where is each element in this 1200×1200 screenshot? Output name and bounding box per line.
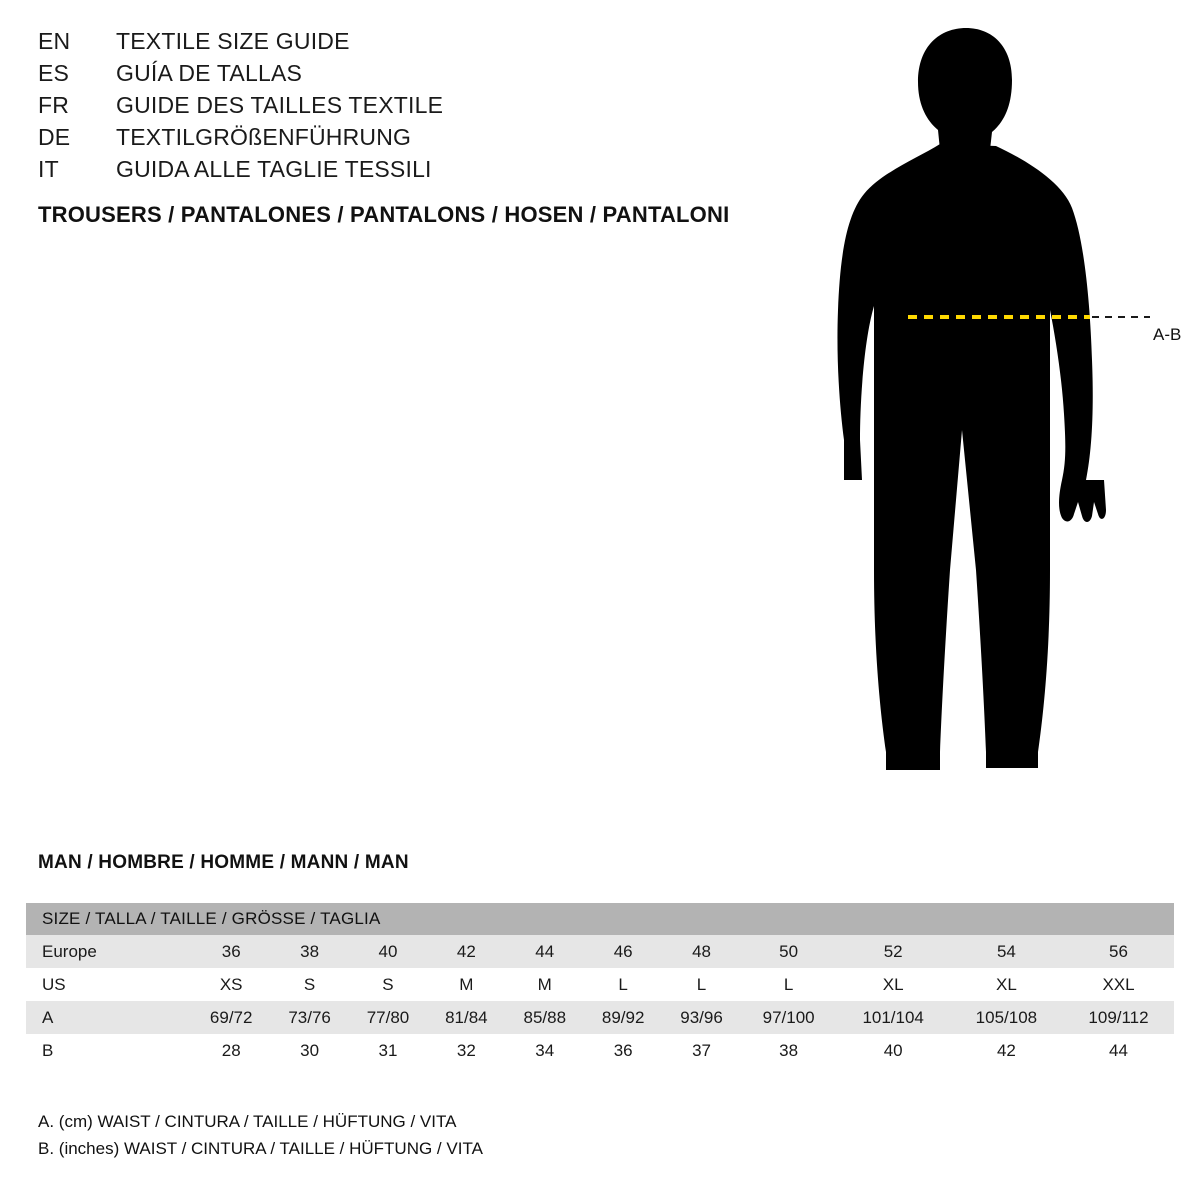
cell: XS (192, 968, 270, 1001)
cell: 89/92 (584, 1001, 662, 1034)
gender-line: MAN / HOMBRE / HOMME / MANN / MAN (38, 852, 409, 873)
footnotes (38, 1108, 483, 1162)
cell: XL (950, 968, 1063, 1001)
cell: 97/100 (741, 1001, 837, 1034)
cell: 37 (662, 1034, 740, 1067)
measurement-label-ab: A-B (1153, 325, 1182, 344)
cell: 30 (270, 1034, 348, 1067)
cell: S (270, 968, 348, 1001)
footnote-a: A. (cm) WAIST / CINTURA / TAILLE / HÜFTUNG / VITA (38, 1112, 457, 1131)
figure-area (800, 10, 1200, 810)
cell: 36 (192, 935, 270, 968)
table-row (26, 1034, 1174, 1067)
size-table (26, 903, 1174, 1067)
cell: 31 (349, 1034, 427, 1067)
cell: 105/108 (950, 1001, 1063, 1034)
table-row (26, 935, 1174, 968)
language-row (38, 124, 798, 156)
cell: M (427, 968, 505, 1001)
language-row (38, 92, 798, 124)
cell: 77/80 (349, 1001, 427, 1034)
cell: L (662, 968, 740, 1001)
table-row (26, 1001, 1174, 1034)
cell: 42 (427, 935, 505, 968)
cell: 101/104 (837, 1001, 950, 1034)
table-header-label: SIZE / TALLA / TAILLE / GRÖSSE / TAGLIA (26, 903, 1174, 935)
cell: 28 (192, 1034, 270, 1067)
cell: 50 (741, 935, 837, 968)
row-label: US (26, 968, 192, 1001)
cell: L (584, 968, 662, 1001)
cell: 40 (837, 1034, 950, 1067)
cell: 34 (506, 1034, 584, 1067)
cell: 54 (950, 935, 1063, 968)
language-row (38, 156, 798, 188)
row-label: Europe (26, 935, 192, 968)
row-label: A (26, 1001, 192, 1034)
language-title: GUIDA ALLE TAGLIE TESSILI (116, 156, 432, 182)
cell: 85/88 (506, 1001, 584, 1034)
cell: 93/96 (662, 1001, 740, 1034)
cell: 44 (1063, 1034, 1174, 1067)
cell: 109/112 (1063, 1001, 1174, 1034)
cell: XL (837, 968, 950, 1001)
language-row (38, 28, 798, 60)
language-title: TEXTILE SIZE GUIDE (116, 28, 350, 54)
cell: 40 (349, 935, 427, 968)
cell: 46 (584, 935, 662, 968)
cell: 48 (662, 935, 740, 968)
body-silhouette-svg (800, 10, 1200, 810)
language-header-block (38, 28, 798, 228)
language-code: FR (38, 92, 70, 118)
language-row (38, 60, 798, 92)
table-header-row (26, 903, 1174, 935)
cell: 32 (427, 1034, 505, 1067)
cell: 36 (584, 1034, 662, 1067)
cell: 52 (837, 935, 950, 968)
language-code: ES (38, 60, 70, 86)
table-row (26, 968, 1174, 1001)
cell: XXL (1063, 968, 1174, 1001)
cell: 38 (270, 935, 348, 968)
cell: 69/72 (192, 1001, 270, 1034)
cell: 81/84 (427, 1001, 505, 1034)
cell: 73/76 (270, 1001, 348, 1034)
cell: S (349, 968, 427, 1001)
footnote-b: B. (inches) WAIST / CINTURA / TAILLE / HÜFTUNG / VITA (38, 1139, 483, 1158)
language-code: IT (38, 156, 59, 182)
cell: 42 (950, 1034, 1063, 1067)
language-code: DE (38, 124, 71, 150)
language-title: GUIDE DES TAILLES TEXTILE (116, 92, 444, 118)
cell: 38 (741, 1034, 837, 1067)
cell: L (741, 968, 837, 1001)
cell: M (506, 968, 584, 1001)
cell: 44 (506, 935, 584, 968)
language-code: EN (38, 28, 71, 54)
cell: 56 (1063, 935, 1174, 968)
row-label: B (26, 1034, 192, 1067)
garment-type-line: TROUSERS / PANTALONES / PANTALONS / HOSEN / PANTALONI (38, 202, 730, 227)
language-title: GUÍA DE TALLAS (116, 60, 303, 86)
language-title: TEXTILGRÖßENFÜHRUNG (116, 124, 412, 150)
